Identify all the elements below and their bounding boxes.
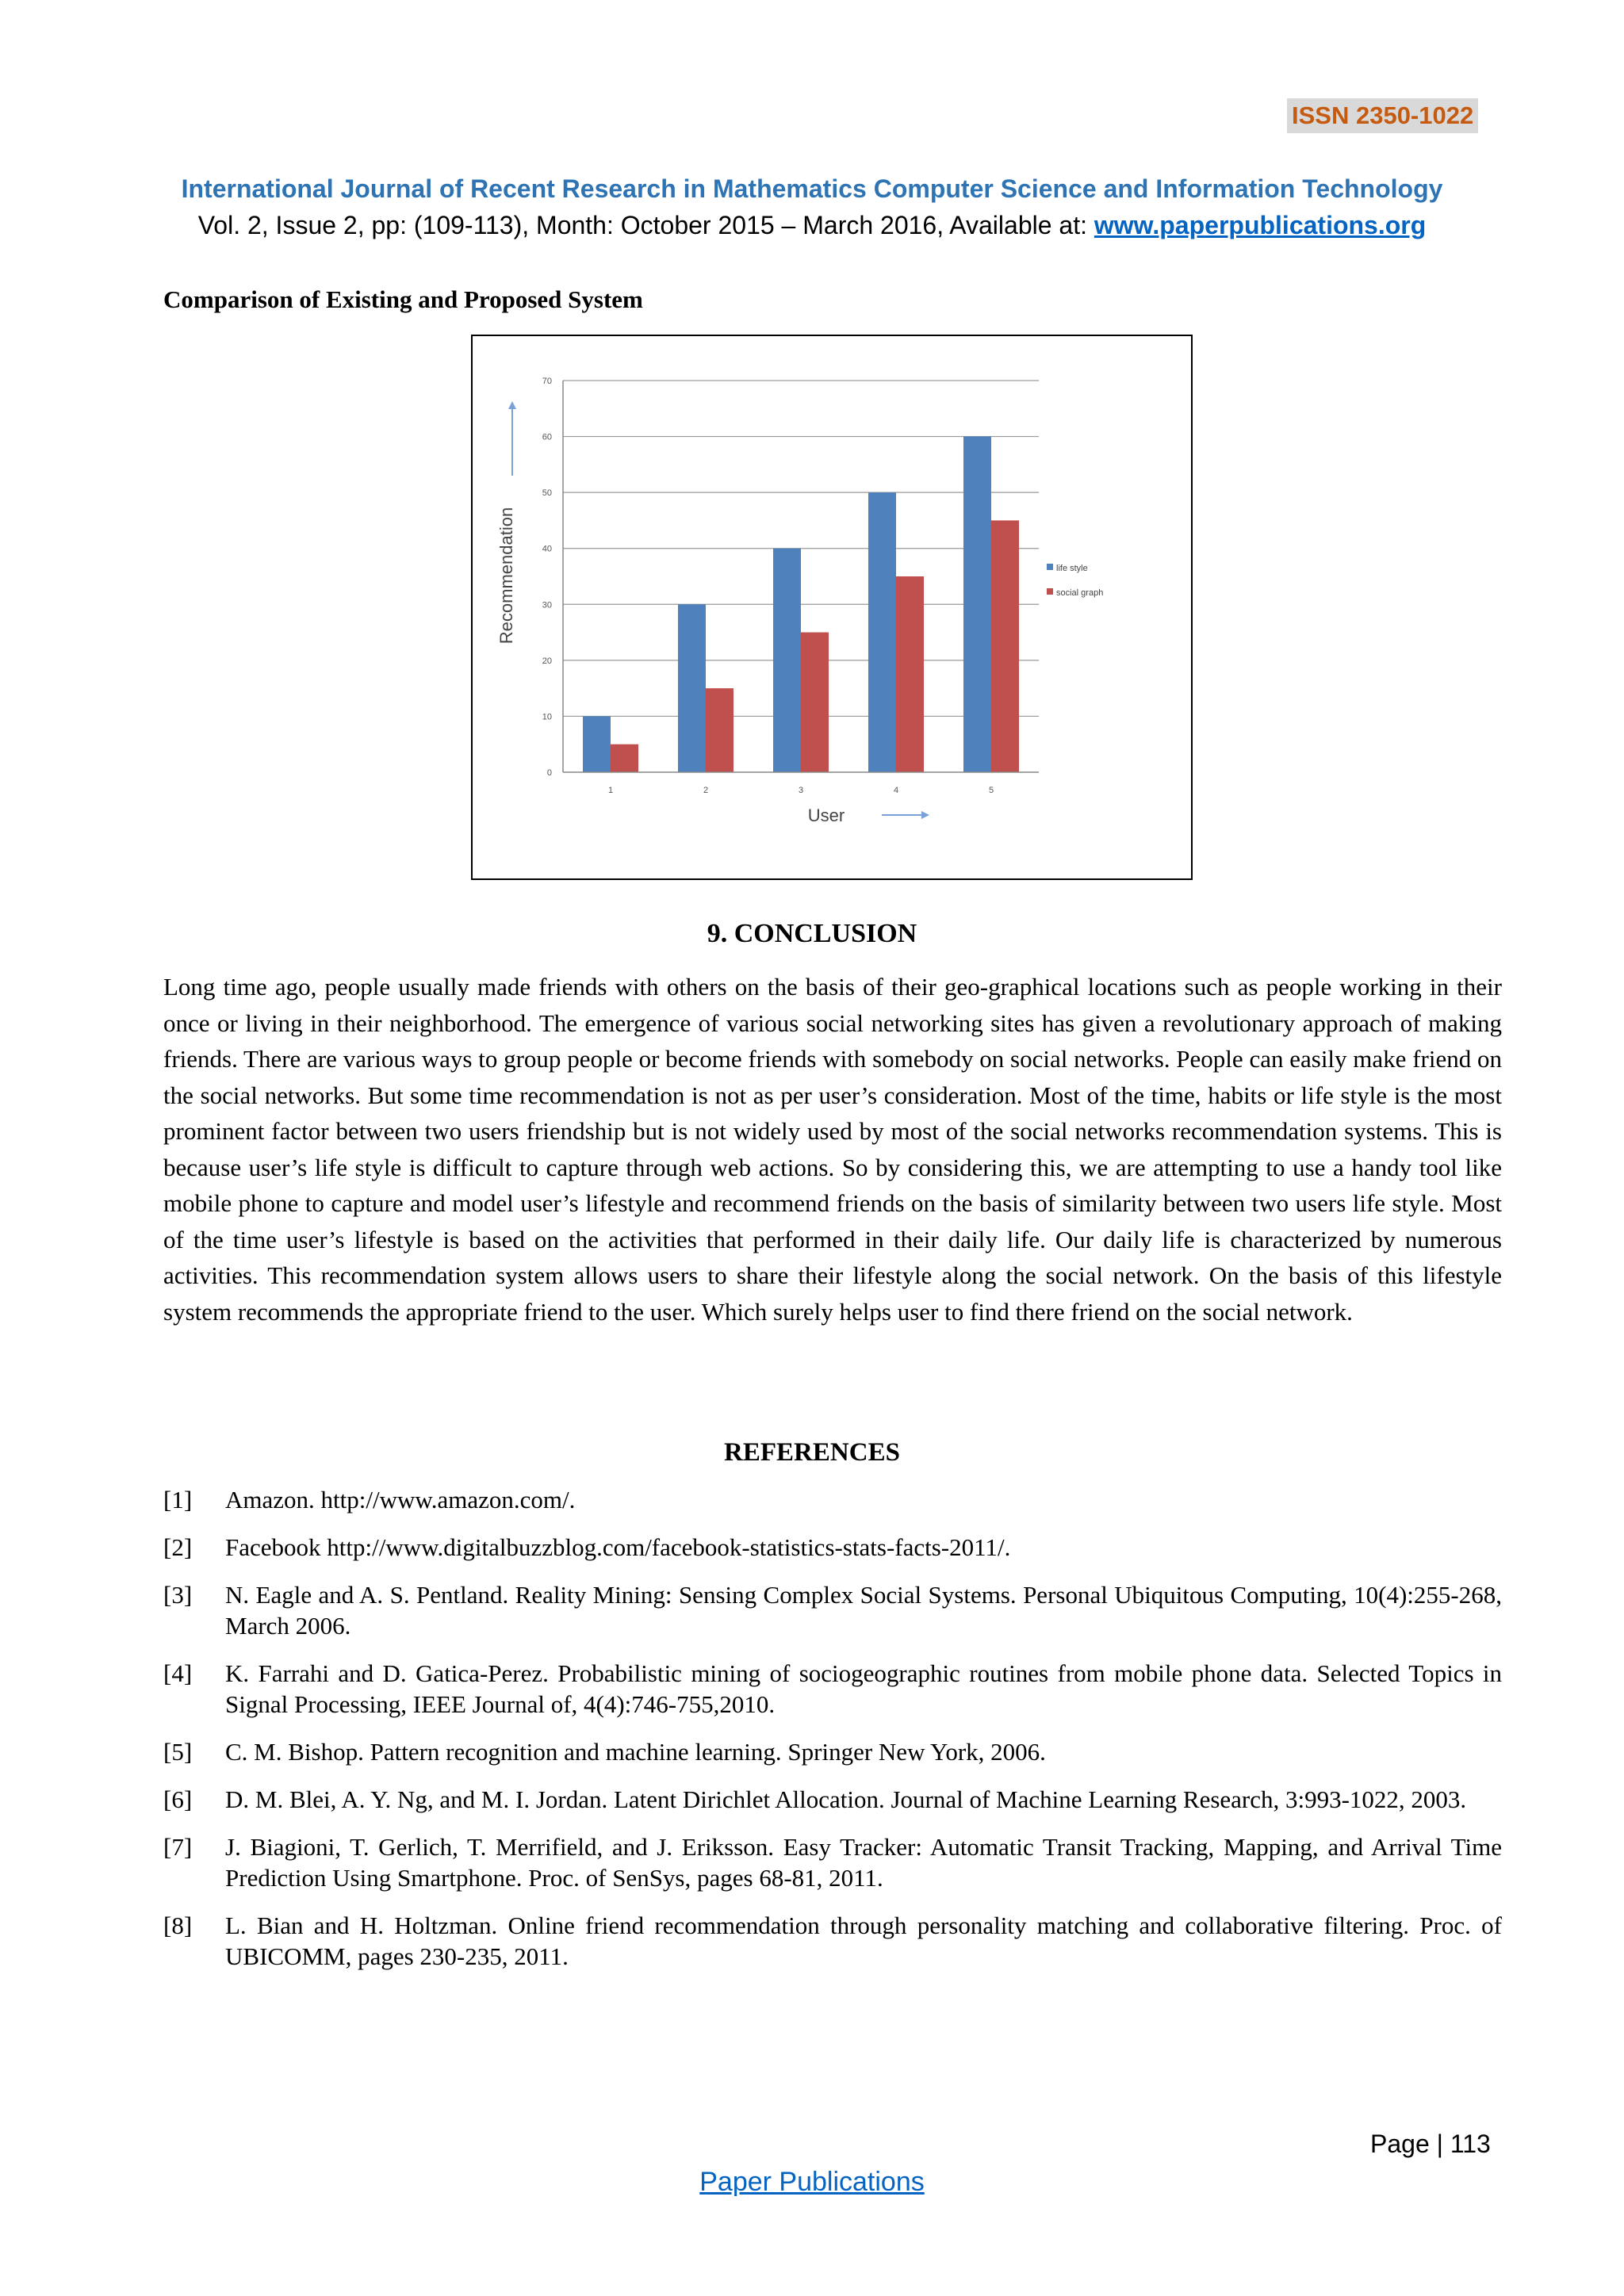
- section-title: Comparison of Existing and Proposed System: [163, 285, 643, 313]
- reference-item: [163, 1831, 1502, 1893]
- y-tick-label: 70: [542, 377, 552, 386]
- conclusion-paragraph: Long time ago, people usually made friends with others on the basis of their geo-graphical locations such as people working in their once or living in their neighborhood. The emergence of various social networking sites has given a revolutionary approach of making friends. There are various ways to group people or become friends with somebody on social networks. People can easily make friend on the social networks. But some time recommendation is not as per user’s consideration. Most of the time, habits or life style is the most prominent factor between two users friendship but is not widely used by most of the social networks recommendation systems. This is because user’s life style is difficult to capture through web actions. So by considering this, we are attempting to use a handy tool like mobile phone to capture and model user’s lifestyle and recommend friends on the basis of similarity between two users life style. Most of the time user’s lifestyle is based on the activities that performed in their daily life. Our daily life is characterized by numerous activities. This recommendation system allows users to share their lifestyle along the social network. On the basis of this lifestyle system recommends the appropriate friend to the user. Which surely helps user to find there friend on the social network.: [163, 973, 1502, 1326]
- x-axis-label: User: [807, 806, 845, 825]
- reference-number: [1]: [163, 1486, 193, 1513]
- legend-swatch: [1047, 564, 1053, 570]
- y-tick-label: 0: [546, 768, 552, 778]
- volume-text: Vol. 2, Issue 2, pp: (109-113), Month: October 2015 – March 2016, Available at:: [197, 211, 1094, 239]
- y-tick-label: 60: [542, 432, 552, 442]
- reference-text: J. Biagioni, T. Gerlich, T. Merrifield, and J. Eriksson. Easy Tracker: Automatic Transit Tracking, Mapping, and Arrival Time Prediction Using Smartphone. Proc. of SenSys, pages 68-81, 2011.: [225, 1833, 1502, 1892]
- x-tick-label: 5: [988, 786, 994, 795]
- y-tick-label: 10: [542, 712, 552, 722]
- volume-info: [0, 209, 1624, 241]
- reference-number: [4]: [163, 1659, 193, 1687]
- reference-item: [163, 1579, 1502, 1641]
- legend-label: social graph: [1056, 588, 1104, 598]
- publisher-link[interactable]: Paper Publications: [699, 2167, 925, 2197]
- journal-website-link[interactable]: www.paperpublications.org: [1094, 211, 1427, 239]
- reference-number: [7]: [163, 1833, 193, 1861]
- reference-text: N. Eagle and A. S. Pentland. Reality Mining: Sensing Complex Social Systems. Personal Ubiquitous Computing, 10(4):255-268, March 2006.: [225, 1581, 1502, 1640]
- x-tick-label: 4: [893, 786, 899, 795]
- x-tick-label: 3: [798, 786, 804, 795]
- chart-svg: [473, 336, 1191, 878]
- bar-life-style-5: [963, 437, 991, 772]
- y-tick-label: 30: [542, 600, 552, 610]
- conclusion-heading: 9. CONCLUSION: [707, 919, 917, 948]
- bar-life-style-1: [583, 716, 611, 772]
- x-arrowhead-icon: [921, 811, 929, 819]
- reference-number: [3]: [163, 1581, 193, 1609]
- publisher-footer: [0, 2164, 1624, 2199]
- y-arrowhead-icon: [508, 401, 516, 409]
- bar-life-style-3: [773, 549, 801, 772]
- y-tick-label: 20: [542, 656, 552, 666]
- references-heading: REFERENCES: [724, 1438, 900, 1467]
- reference-text: C. M. Bishop. Pattern recognition and machine learning. Springer New York, 2006.: [225, 1738, 1046, 1766]
- comparison-chart: [471, 335, 1193, 880]
- reference-item: [163, 1784, 1502, 1815]
- bar-life-style-4: [868, 492, 896, 772]
- y-tick-label: 50: [542, 488, 552, 499]
- reference-number: [8]: [163, 1911, 193, 1939]
- legend-swatch: [1047, 588, 1053, 595]
- reference-number: [6]: [163, 1785, 193, 1813]
- issn-badge: ISSN 2350-1022: [1287, 98, 1478, 133]
- y-axis-label: Recommendation: [496, 507, 516, 645]
- x-tick-labels: [608, 786, 994, 795]
- reference-item: [163, 1532, 1502, 1563]
- reference-number: [5]: [163, 1738, 193, 1766]
- bar-social-graph-2: [706, 688, 733, 772]
- bar-social-graph-5: [991, 520, 1019, 772]
- x-tick-label: 1: [607, 786, 614, 795]
- chart-legend: [1047, 564, 1103, 598]
- reference-item: [163, 1658, 1502, 1720]
- reference-text: K. Farrahi and D. Gatica-Perez. Probabilistic mining of sociogeographic routines from mobile phone data. Selected Topics in Signal Processing, IEEE Journal of, 4(4):746-755,2010.: [225, 1659, 1502, 1718]
- y-tick-labels: [542, 377, 552, 778]
- y-tick-label: 40: [542, 544, 552, 554]
- reference-item: [163, 1484, 1502, 1515]
- reference-item: [163, 1910, 1502, 1972]
- page-number: Page | 113: [1370, 2130, 1491, 2158]
- references-list: [163, 1484, 1502, 1988]
- bar-social-graph-4: [896, 576, 924, 772]
- x-tick-label: 2: [703, 786, 709, 795]
- reference-text: L. Bian and H. Holtzman. Online friend recommendation through personality matching and collaborative filtering. Proc. of UBICOMM, pages 230-235, 2011.: [225, 1911, 1502, 1970]
- reference-number: [2]: [163, 1533, 193, 1561]
- reference-item: [163, 1736, 1502, 1767]
- reference-text: Facebook http://www.digitalbuzzblog.com/facebook-statistics-stats-facts-2011/.: [225, 1533, 1011, 1561]
- reference-text: Amazon. http://www.amazon.com/.: [225, 1486, 576, 1513]
- reference-text: D. M. Blei, A. Y. Ng, and M. I. Jordan. Latent Dirichlet Allocation. Journal of Machine Learning Research, 3:993-1022, 2003.: [225, 1785, 1467, 1813]
- bar-social-graph-3: [801, 633, 829, 772]
- bar-life-style-2: [678, 604, 706, 772]
- legend-label: life style: [1056, 564, 1088, 573]
- journal-title: International Journal of Recent Research in Mathematics Computer Science and Information Technology: [181, 174, 1443, 203]
- bar-social-graph-1: [611, 744, 638, 772]
